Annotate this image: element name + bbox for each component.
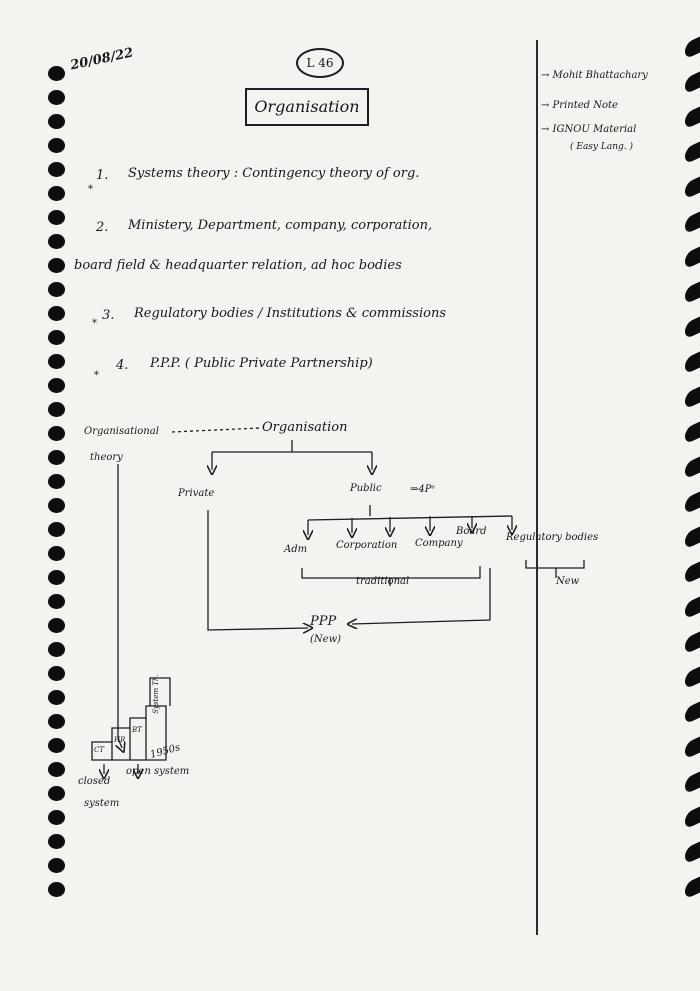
topic-text: P.P.P. ( Public Private Partnership) xyxy=(150,356,373,371)
topic-number: 4. xyxy=(116,358,129,373)
topic-number: 1. xyxy=(96,168,109,183)
topic-marker: * xyxy=(94,370,99,381)
closed-system-label: system xyxy=(84,798,120,809)
public-note: ⇒4Pˢ xyxy=(410,484,435,495)
topic-text: board field & headquarter relation, ad hoc bodies xyxy=(74,258,402,273)
corporation-node: Corporation xyxy=(336,540,398,551)
step-label: CT xyxy=(94,746,105,754)
root-node: Organisation xyxy=(262,420,348,435)
private-node: Private xyxy=(178,488,215,499)
step-label: BT xyxy=(132,726,142,734)
org-theory-label: theory xyxy=(90,452,123,463)
year-label: 1950s xyxy=(149,742,182,761)
topic-text: Regulatory bodies / Institutions & commissions xyxy=(134,306,446,321)
public-split xyxy=(308,505,512,520)
new-label: New xyxy=(556,576,580,587)
board-node: Board xyxy=(456,526,487,537)
new-bracket xyxy=(526,560,584,568)
root-split xyxy=(212,440,372,452)
date-label: 20/08/22 xyxy=(69,45,135,74)
step-label: System Th. xyxy=(151,674,160,714)
theory-to-steps xyxy=(118,464,122,748)
company-node: Company xyxy=(415,538,463,549)
topic-number: 2. xyxy=(96,220,109,235)
regulatory-node: Regulatory bodies xyxy=(506,532,599,543)
page-title: Organisation xyxy=(245,88,369,126)
traditional-label: traditional xyxy=(356,576,410,587)
reference-item: → Mohit Bhattachary xyxy=(541,70,648,81)
topic-text: Systems theory : Contingency theory of org. xyxy=(128,166,420,181)
reference-item: → Printed Note xyxy=(541,100,618,111)
public-node: Public xyxy=(350,483,382,494)
dashed-link xyxy=(172,428,260,432)
ppp-node: PPP xyxy=(310,614,337,629)
private-to-ppp xyxy=(208,510,308,630)
topic-marker: * xyxy=(88,184,93,195)
ppp-new-label: (New) xyxy=(310,634,342,645)
reference-item: ( Easy Lang. ) xyxy=(570,142,634,152)
reference-item: → IGNOU Material xyxy=(541,124,637,135)
topic-marker: * xyxy=(92,318,97,329)
step-label: HR xyxy=(114,736,126,744)
org-theory-label: Organisational xyxy=(84,426,159,437)
topic-number: 3. xyxy=(102,308,115,323)
adm-node: Adm xyxy=(284,544,308,555)
page-number: L 46 xyxy=(296,48,344,78)
closed-system-label: closed xyxy=(78,776,111,787)
topic-text: Ministery, Department, company, corporation, xyxy=(128,218,433,233)
open-system-label: open system xyxy=(126,766,190,777)
